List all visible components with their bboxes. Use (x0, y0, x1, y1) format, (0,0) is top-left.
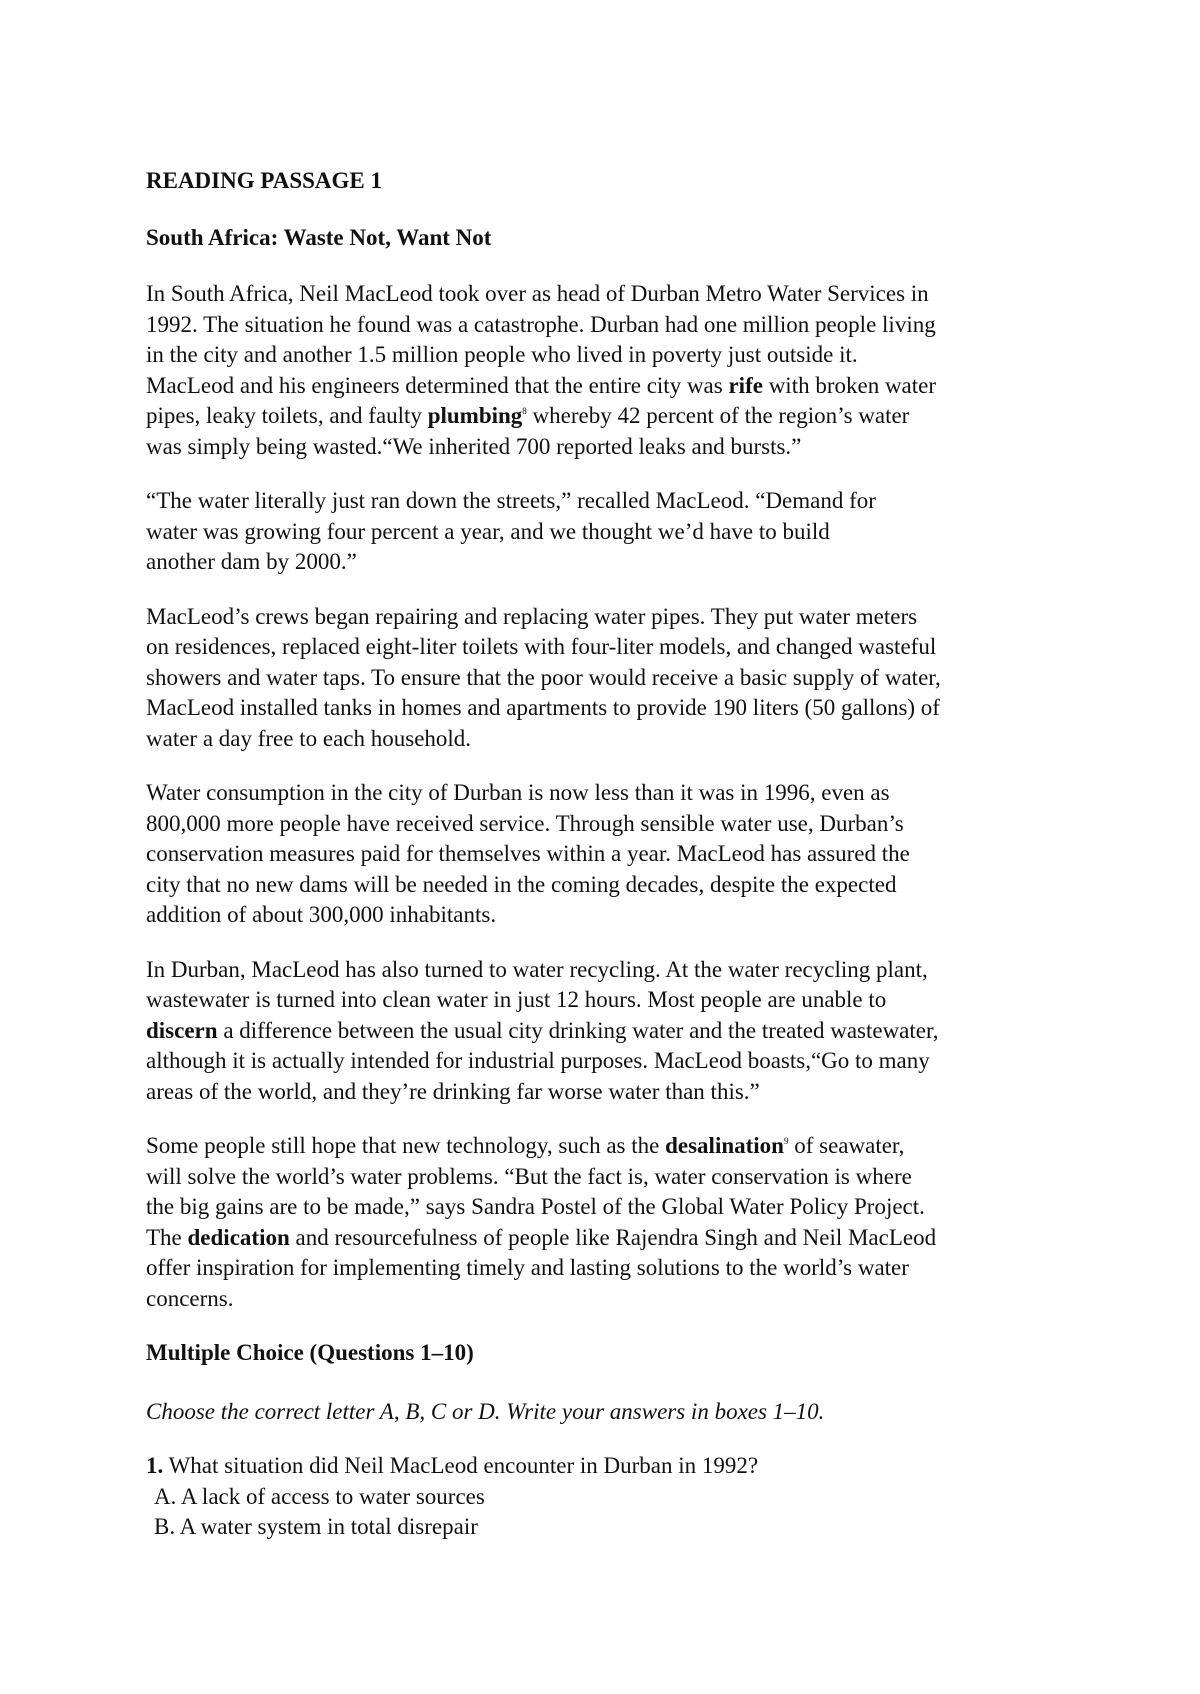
keyword-discern: discern (146, 1017, 218, 1043)
text-segment: The (146, 1224, 188, 1250)
text-line: offer inspiration for implementing timely and lasting solutions to the world’s water (146, 1255, 909, 1280)
text-line: areas of the world, and they’re drinking far worse water than this.” (146, 1078, 760, 1104)
text-line: In Durban, MacLeod has also turned to water recycling. At the water recycling plant, (146, 956, 928, 982)
text-line: water a day free to each household. (146, 725, 472, 751)
text-line: water was growing four percent a year, and we thought we’d have to build (146, 518, 830, 544)
text-line: showers and water taps. To ensure that the poor would receive a basic supply of water, (146, 664, 941, 690)
text-line: 1992. The situation he found was a catastrophe. Durban had one million people living (146, 311, 936, 337)
paragraph-4 (146, 778, 1080, 931)
text-segment: MacLeod and his engineers determined that the entire city was (146, 372, 729, 398)
keyword-desalination: desalination (665, 1133, 784, 1158)
footnote-marker: 9 (783, 1136, 789, 1146)
passage-label: READING PASSAGE 1 (146, 168, 382, 193)
option-b: B. A water system in total disrepair (154, 1514, 478, 1539)
paragraph-5 (146, 955, 1080, 1108)
text-segment: Some people still hope that new technology, such as the (146, 1133, 666, 1158)
footnote-marker: 8 (522, 406, 527, 416)
text-line-with-keyword (146, 371, 1080, 402)
keyword-plumbing: plumbing (427, 403, 523, 428)
text-line: “The water literally just ran down the streets,” recalled MacLeod. “Demand for (146, 488, 876, 513)
text-line: the big gains are to be made,” says Sandra Postel of the Global Water Policy Project. (146, 1194, 925, 1219)
keyword-rife: rife (728, 372, 763, 398)
text-line: concerns. (146, 1285, 234, 1311)
question-stem (146, 1451, 1080, 1482)
text-line-with-keyword (146, 401, 1080, 432)
section-title: Multiple Choice (Questions 1–10) (146, 1340, 474, 1365)
instructions-text: Choose the correct letter A, B, C or D. Write your answers in boxes 1–10. (146, 1398, 825, 1424)
text-segment: of seawater, (788, 1133, 905, 1158)
text-line: Water consumption in the city of Durban is now less than it was in 1996, even as (146, 780, 890, 805)
text-line: MacLeod installed tanks in homes and apartments to provide 190 liters (50 gallons) of (146, 695, 940, 720)
option-a: A. A lack of access to water sources (154, 1483, 485, 1509)
text-line: wastewater is turned into clean water in just 12 hours. Most people are unable to (146, 987, 887, 1012)
text-line: on residences, replaced eight-liter toilets with four-liter models, and changed wasteful (146, 634, 937, 659)
paragraph-1 (146, 279, 1080, 462)
text-line: addition of about 300,000 inhabitants. (146, 902, 497, 927)
paragraph-2 (146, 486, 1080, 578)
text-line: in the city and another 1.5 million people who lived in poverty just outside it. (146, 342, 858, 367)
question-1 (146, 1451, 1080, 1543)
text-segment: with broken water (762, 372, 937, 398)
paragraph-3 (146, 602, 1080, 755)
text-line-with-keyword (146, 1016, 1080, 1047)
text-line: was simply being wasted.“We inherited 700 reported leaks and bursts.” (146, 433, 802, 459)
text-line: will solve the world’s water problems. “But the fact is, water conservation is where (146, 1163, 912, 1189)
passage-title: South Africa: Waste Not, Want Not (146, 224, 492, 250)
text-line-with-keyword (146, 1223, 1080, 1254)
paragraph-6 (146, 1131, 1080, 1314)
text-line: another dam by 2000.” (146, 549, 357, 574)
text-segment: and resourcefulness of people like Rajendra Singh and Neil MacLeod (289, 1224, 937, 1250)
text-line: In South Africa, Neil MacLeod took over as head of Durban Metro Water Services in (146, 281, 929, 306)
text-line-with-keyword (146, 1131, 1080, 1162)
question-number: 1. (146, 1453, 164, 1478)
keyword-dedication: dedication (187, 1224, 290, 1250)
text-segment: a difference between the usual city drinking water and the treated wastewater, (217, 1017, 939, 1043)
text-segment: pipes, leaky toilets, and faulty (146, 403, 428, 428)
text-segment: whereby 42 percent of the region’s water (526, 403, 910, 428)
text-line: although it is actually intended for industrial purposes. MacLeod boasts,“Go to many (146, 1048, 930, 1073)
text-line: MacLeod’s crews began repairing and replacing water pipes. They put water meters (146, 603, 918, 629)
text-line: city that no new dams will be needed in the coming decades, despite the expected (146, 871, 897, 897)
question-text: What situation did Neil MacLeod encounter in Durban in 1992? (163, 1453, 759, 1478)
text-line: 800,000 more people have received service. Through sensible water use, Durban’s (146, 810, 904, 836)
text-line: conservation measures paid for themselves within a year. MacLeod has assured the (146, 841, 910, 866)
